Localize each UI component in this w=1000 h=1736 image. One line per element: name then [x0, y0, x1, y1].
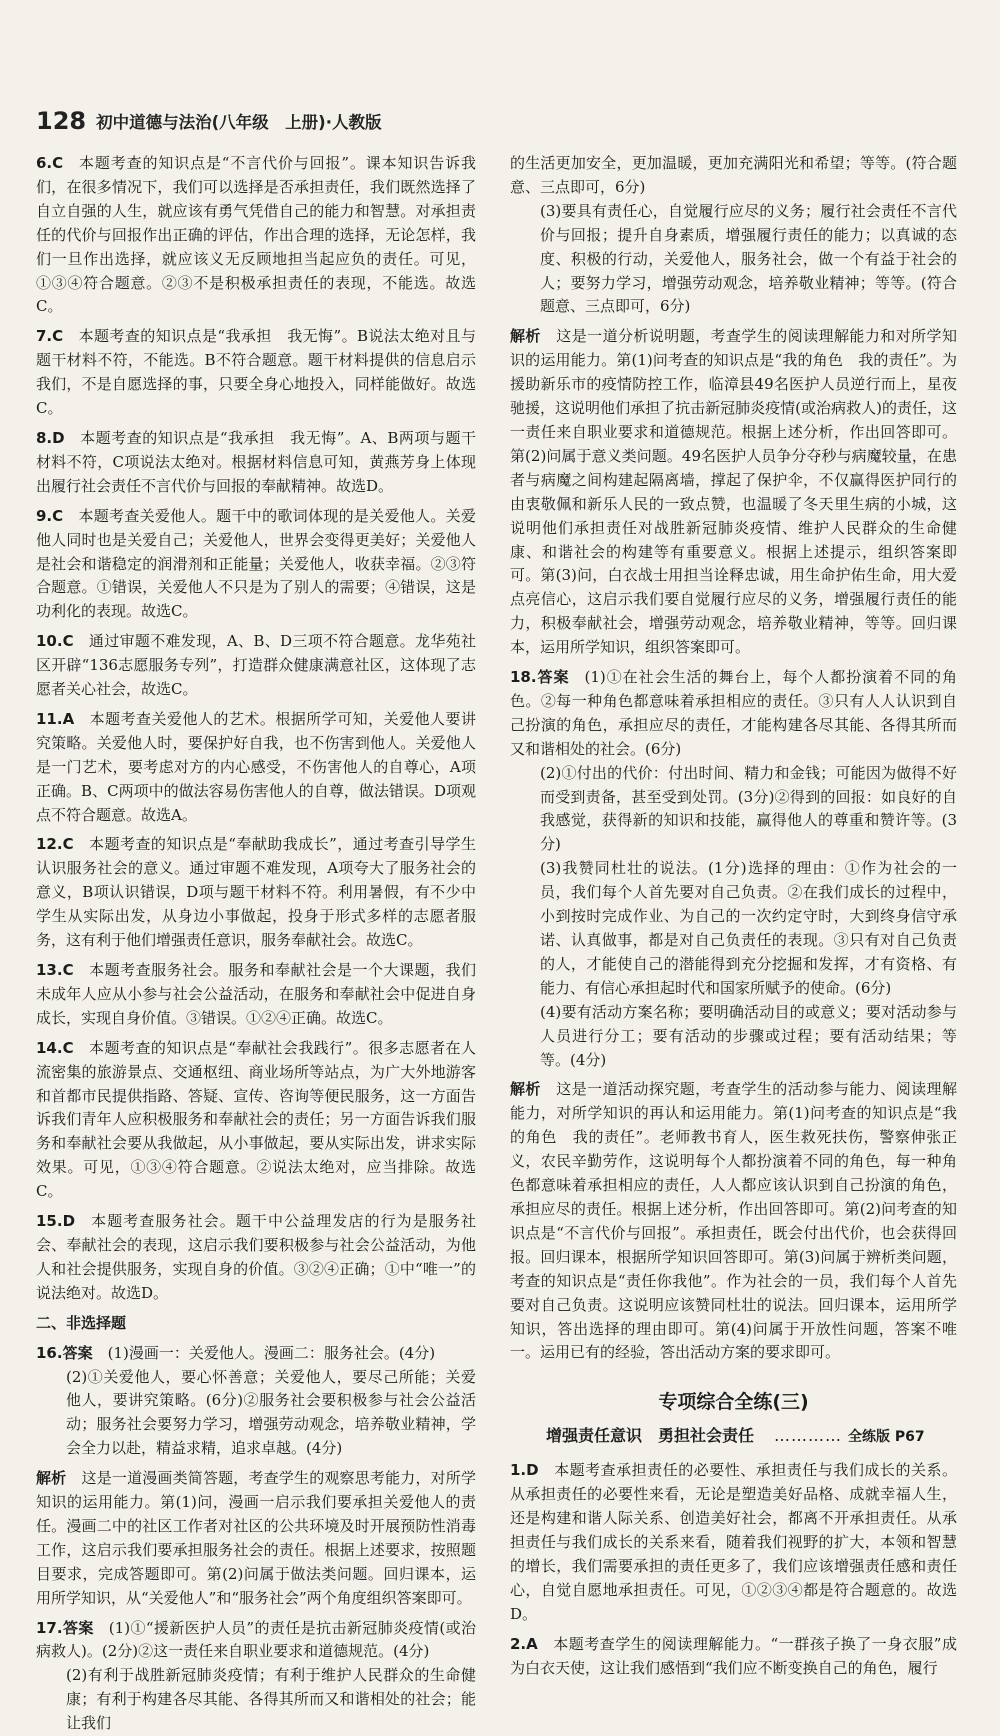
answer-entry — [36, 427, 476, 499]
answer-text: 本题考查的知识点是“不言代价与回报”。课本知识告诉我们，在很多情况下，我们可以选择是否承担责任，我们既然选择了自立自强的人生，就应该有勇气凭借自己的能力和智慧。对承担责任的代价与回报作出正确的评估，作出合理的选择，无论怎样，我们一旦作出选择，就应该义无反顾地担当起应负的责任。可见，①③④符合题意。②③不是积极承担责任的表现，不能选。故选C。 — [36, 154, 476, 316]
answer-label: 13.C — [36, 961, 74, 979]
answer-label: 18.答案 — [510, 668, 570, 687]
answer-paragraph: (4)要有活动方案名称；要明确活动目的或意义；要对活动参与人员进行分工；要有活动的步骤或过程；要有活动结果；等等。(4分) — [540, 1002, 957, 1069]
left-column — [36, 152, 476, 1736]
answer-entry — [36, 1342, 476, 1366]
answer-text: 本题考查承担责任的必要性、承担责任与我们成长的关系。从承担责任的必要性来看，无论是塑造美好品格、成就幸福人生，还是构建和谐人际关系、创造美好社会，都离不开承担责任。从承担责任与我们成长的关系来看，随着我们视野的扩大，本领和智慧的增长，我们需要承担的责任更多了，我们应该增强责任感和责任心，自觉自愿地承担责任。可见，①②③④都是符合题意的。故选D。 — [510, 1461, 957, 1623]
answer-entry — [36, 1037, 476, 1204]
answer-label: 解析 — [510, 327, 541, 346]
answer-label: 解析 — [36, 1469, 67, 1488]
answer-text: 这是一道活动探究题，考查学生的活动参与能力、阅读理解能力，对所学知识的再认和运用能力。第(1)问考查的知识点是“我的角色 我的责任”。老师教书育人，医生救死扶伤，警察伸张正义，农民辛勤劳作，这说明每个人都扮演着不同的角色，每一种角色都意味着承担相应的责任，人人都应该认识到自己扮演的角色，承担应尽的责任。根据上述分析，作出回答即可。第(2)问考查的知识点是“不言代价与回报”。承担责任，既会付出代价，也会获得回报。回归课本，根据所学知识回答即可。第(3)问属于辨析类问题，考查的知识点是“责任你我他”。作为社会的一员，我们每个人首先要对自己负责。这说明应该赞同杜壮的说法。回归课本，运用所学知识，答出选择的理由即可。第(4)问属于开放性问题，答案不唯一。运用已有的经验，答出活动方案的要求即可。 — [510, 1080, 957, 1362]
answer-entry — [510, 1633, 957, 1681]
answer-entry — [36, 959, 476, 1031]
special-section-title: 专项综合全练(三) — [658, 1391, 809, 1414]
leader-dots: ………… — [774, 1426, 843, 1446]
answer-text: 本题考查的知识点是“奉献社会我践行”。很多志愿者在人流密集的旅游景点、交通枢纽、商业场所等站点，为广大外地游客和首都市民提供指路、答疑、宣传、咨询等便民服务，这一方面告诉我们青年人应积极服务和奉献社会的责任；另一方面告诉我们服务和奉献社会要从我做起，从小事做起，要从实际出发，讲求实际效果。可见，①③④符合题意。②说法太绝对，应当排除。故选C。 — [36, 1038, 476, 1201]
answer-entry — [510, 666, 957, 762]
answer-label: 11.A — [36, 709, 75, 728]
answer-entry — [36, 1467, 476, 1610]
section-heading: 二、非选择题 — [36, 1313, 127, 1332]
page-number: 128 — [36, 107, 87, 135]
answer-text: 本题考查的知识点是“我承担 我无悔”。A、B两项与题干材料不符，C项说法太绝对。根据材料信息可知，黄燕芳身上体现出履行社会责任不言代价与回报的奉献精神。故选D。 — [36, 428, 476, 495]
answer-label: 17.答案 — [36, 1618, 94, 1637]
answer-text: 本题考查的知识点是“我承担 我无悔”。B说法太绝对且与题干材料不符，不能选。B不符合题意。题干材料提供的信息启示我们，不是自愿选择的事，只要全身心地投入，同样能做好。故选C。 — [36, 327, 476, 418]
special-section-subtitle — [510, 1419, 957, 1453]
answer-entry — [36, 152, 476, 319]
answer-text: 本题考查服务社会。服务和奉献社会是一个大课题，我们未成年人应从小参与社会公益活动，在服务和奉献社会中促进自身成长，实现自身价值。③错误。①②④正确。故选C。 — [36, 961, 476, 1027]
answer-entry — [36, 1617, 476, 1665]
answer-label: 15.D — [36, 1212, 76, 1231]
answer-entry — [36, 833, 476, 953]
right-column — [510, 152, 957, 1680]
answer-entry — [510, 1459, 957, 1626]
answer-text: 通过审题不难发现，A、B、D三项不符合题意。龙华苑社区开辟“136志愿服务专列”，打造群众健康满意社区，这体现了志愿者关心社会，故选C。 — [36, 632, 476, 699]
answer-paragraph: (2)①付出的代价：付出时间、精力和金钱；可能因为做得不好而受到责备，甚至受到处罚。(3分)②得到的回报：如良好的自我感觉，获得新的知识和技能，赢得他人的尊重和赞许等。(3分) — [540, 763, 957, 854]
answer-text: (1)①在社会生活的舞台上，每个人都扮演着不同的角色。②每一种角色都意味着承担相应的责任。③只有人人认识到自己扮演的角色，承担应尽的责任，才能构建各尽其能、各得其所而又和谐相处的社会。(6分) — [510, 668, 958, 758]
answer-entry — [510, 1078, 957, 1365]
answer-label: 16.答案 — [36, 1343, 93, 1362]
answer-text: (1)漫画一：关爱他人。漫画二：服务社会。(4分) — [107, 1343, 436, 1362]
answer-label: 10.C — [36, 632, 74, 651]
answer-paragraph: (3)要具有责任心，自觉履行应尽的义务；履行社会责任不言代价与回报；提升自身素质，增强履行责任的能力；以真诚的态度、积极的行动，关爱他人，服务社会，做一个有益于社会的人；要努力学习，增强劳动观念，培养敬业精神；等等。(符合题意、三点即可，6分) — [540, 201, 957, 316]
answer-paragraph: (2)①关爱他人，要心怀善意；关爱他人，要尽己所能；关爱他人，要讲究策略。(6分)②服务社会要积极参与社会公益活动；服务社会要努力学习，增强劳动观念，培养敬业精神，学会全力以赴，精益求精，追求卓越。(4分) — [66, 1367, 476, 1458]
answer-paragraph: 的生活更加安全，更加温暖，更加充满阳光和希望；等等。(符合题意、三点即可，6分) — [510, 154, 957, 196]
answer-text: 本题考查的知识点是“奉献助我成长”，通过考查引导学生认识服务社会的意义。通过审题不难发现，A项夸大了服务社会的意义，B项认识错误，D项与题干材料不符。利用暑假，有不少中学生从实际出发，从身边小事做起，投身于形式多样的志愿者服务，这有利于他们增强责任意识，服务奉献社会。故选C。 — [36, 835, 476, 950]
answer-label: 8.D — [36, 428, 65, 447]
answer-label: 1.D — [510, 1461, 539, 1480]
answer-label: 6.C — [36, 154, 64, 172]
answer-entry — [36, 325, 476, 421]
answer-text: 本题考查学生的阅读理解能力。“一群孩子换了一身衣服”成为白衣天使，这让我们感悟到“我们应不断变换自己的角色，履行 — [510, 1634, 957, 1677]
answer-text: 本题考查服务社会。题干中公益理发店的行为是服务社会、奉献社会的表现，这启示我们要积极参与社会公益活动，为他人和社会提供服务，实现自身的价值。③②④正确；①中“唯一”的说法绝对。故选D。 — [36, 1212, 476, 1302]
answer-label: 12.C — [36, 835, 74, 854]
page-header — [36, 104, 381, 138]
answer-paragraph: (3)我赞同杜壮的说法。(1分)选择的理由：①作为社会的一员，我们每个人首先要对自己负责。②在我们成长的过程中，小到按时完成作业、为自己的一次约定守时，大到终身信守承诺、认真做事，都是对自己负责任的表现。③只有对自己负责的人，才能使自己的潜能得到充分挖掘和发挥，才有资格、有能力、有信心承担起时代和国家所赋予的使命。(6分) — [540, 859, 957, 997]
answer-entry — [36, 630, 476, 702]
answer-text: (1)①“援新医护人员”的责任是抗击新冠肺炎疫情(或治病救人)。(2分)②这一责任来自职业要求和道德规范。(4分) — [36, 1618, 476, 1661]
page-reference: 全练版 P67 — [848, 1429, 925, 1446]
answer-text: 本题考查关爱他人。题干中的歌词体现的是关爱他人。关爱他人同时也是关爱自己；关爱他人，世界会变得更美好；关爱他人是社会和谐稳定的润滑剂和正能量；关爱他人，收获幸福。②③符合题意。①错误，关爱他人不只是为了别人的需要；④错误，这是功利化的表现。故选C。 — [36, 506, 476, 621]
answer-label: 9.C — [36, 506, 64, 525]
answer-label: 14.C — [36, 1038, 74, 1057]
answer-label: 解析 — [510, 1080, 541, 1099]
answer-label: 7.C — [36, 327, 64, 346]
answer-entry — [36, 1210, 476, 1306]
answer-text: 本题考查关爱他人的艺术。根据所学可知，关爱他人要讲究策略。关爱他人时，要保护好自我，也不伤害到他人。关爱他人是一门艺术，要考虑对方的内心感受，不伤害他人的自尊心，A项正确。B、C两项中的做法容易伤害他人的自尊，做法错误。D项观点不符合题意。故选A。 — [36, 709, 476, 824]
answer-paragraph: (2)有利于战胜新冠肺炎疫情；有利于维护人民群众的生命健康；有利于构建各尽其能、各得其所而又和谐相处的社会；能让我们 — [66, 1666, 476, 1733]
answer-entry — [510, 325, 957, 660]
answer-label: 2.A — [510, 1634, 538, 1653]
answer-entry — [36, 708, 476, 828]
answer-entry — [36, 505, 476, 625]
answer-text: 这是一道分析说明题，考查学生的阅读理解能力和对所学知识的运用能力。第(1)问考查的知识点是“我的角色 我的责任”。为援助新乐市的疫情防控工作，临漳县49名医护人员逆行而上，星夜驰援，这说明他们承担了抗击新冠肺炎疫情(或治病救人)的责任，这一责任来自职业要求和道德规范。根据上述分析，作出回答即可。第(2)问属于意义类问题。49名医护人员争分夺秒与病魔较量，在患者与病魔之间构建起隔离墙，撑起了保护伞，不仅赢得医护同行的由衷敬佩和新乐人民的一致点赞，也温暖了冬天里生病的小城，这说明他们承担责任对战胜新冠肺炎疫情、维护人民群众的生命健康、和谐社会的构建等有重要意义。根据上述提示，组织答案即可。第(3)问，白衣战士用担当诠释忠诚，用生命护佑生命，用大爱点亮信心，这启示我们要自觉履行应尽的义务，增强履行责任的能力，积极奉献社会，增强劳动观念，培养敬业精神，等等。回归课本，运用所学知识，组织答案即可。 — [510, 327, 957, 657]
subtitle-text: 增强责任意识 勇担社会责任 — [546, 1426, 755, 1446]
book-title: 初中道德与法治(八年级 上册)·人教版 — [96, 113, 382, 132]
answer-text: 这是一道漫画类简答题，考查学生的观察思考能力，对所学知识的运用能力。第(1)问，漫画一启示我们要承担关爱他人的责任。漫画二中的社区工作者对社区的公共环境及时开展预防性消毒工作，这启示我们要承担服务社会的责任。根据上述要求，按照题目要求，完成答题即可。第(2)问属于做法类问题。回归课本，运用所学知识，从“关爱他人”和“服务社会”两个角度组织答案即可。 — [36, 1469, 476, 1607]
